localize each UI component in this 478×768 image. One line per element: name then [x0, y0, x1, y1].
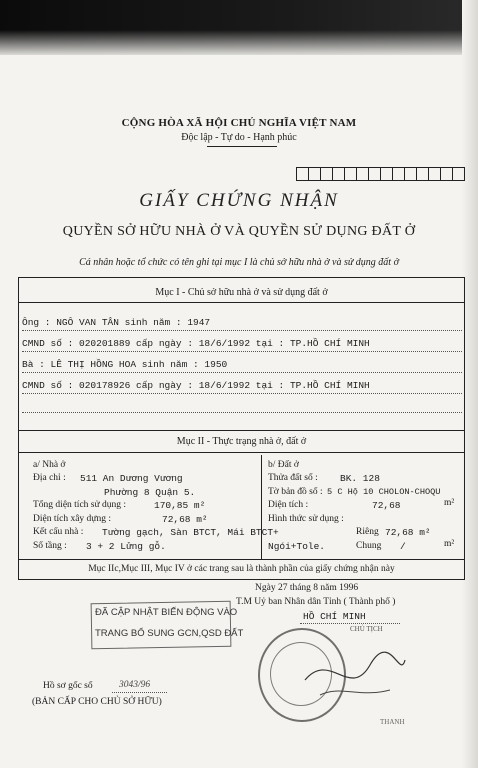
dotted-line: [22, 372, 462, 373]
stamp-line1: ĐÃ CẬP NHẬT BIẾN ĐỘNG VÀO: [95, 607, 238, 618]
file-number-value: 3043/96: [119, 680, 151, 690]
divider: [18, 452, 465, 453]
dotted-line: [22, 393, 462, 394]
divider: [18, 430, 465, 431]
authority-city: HỒ CHÍ MINH: [303, 611, 366, 622]
roof-continuation: Ngói+Tole.: [268, 541, 326, 552]
map-label: Tờ bản đồ số :: [268, 487, 323, 497]
signature-mark: [300, 640, 410, 710]
structure-label: Kết cấu nhà :: [33, 527, 84, 537]
file-number-label: Hồ sơ gốc số: [43, 681, 93, 691]
owner2-id-row: CMND số : 020178926 cấp ngày : 18/6/1992 tại : TP.HỒ CHÍ MINH: [22, 380, 370, 391]
owner2-row: Bà : LÊ THỊ HỒNG HOA sinh năm : 1950: [22, 359, 228, 370]
address-line2: Phường 8 Quận 5.: [104, 487, 196, 498]
issue-date: Ngày 27 tháng 8 năm 1996: [255, 583, 359, 593]
land-label: b/ Đất ở: [268, 460, 299, 470]
section1-heading: Mục I - Chủ sở hữu nhà ở và sử dụng đất ở: [155, 287, 328, 298]
use-form-label: Hình thức sử dụng :: [268, 514, 344, 524]
dotted-line: [300, 623, 400, 624]
country-header: CỘNG HÒA XÃ HỘI CHỦ NGHĨA VIỆT NAM: [121, 117, 357, 129]
footer-note: Mục IIc,Mục III, Mục IV ở các trang sau là thành phần của giấy chứng nhận này: [88, 564, 395, 574]
floors-label: Số tầng :: [33, 541, 67, 551]
document-subtitle: QUYỀN SỞ HỮU NHÀ Ở VÀ QUYỀN SỬ DỤNG ĐẤT Ở: [62, 224, 416, 239]
owner1-id-row: CMND số : 020201889 cấp ngày : 18/6/1992 tại : TP.HỒ CHÍ MINH: [22, 338, 370, 349]
document-title: GIẤY CHỨNG NHẬN: [139, 190, 339, 211]
land-area-unit: m²: [444, 498, 455, 508]
dotted-line: [22, 412, 462, 413]
owner1-row: Ông : NGÔ VAN TÂN sinh năm : 1947: [22, 317, 211, 328]
build-area-value: 72,68 m²: [162, 514, 208, 525]
build-area-label: Diện tích xây dựng :: [33, 514, 111, 524]
authority-line: T.M Uỷ ban Nhân dân Tỉnh ( Thành phố ): [236, 597, 396, 607]
private-label: Riêng: [356, 527, 379, 537]
dotted-line: [22, 330, 462, 331]
copy-note: (BẢN CẤP CHO CHỦ SỞ HỮU): [32, 697, 162, 707]
map-value: 5 C Hộ 10 CHOLON-CHOQU: [327, 487, 441, 497]
intro-text: Cá nhân hoặc tổ chức có tên ghi tại mục I là chủ sở hữu nhà ở và sử dụng đất ở: [79, 257, 399, 268]
divider: [18, 302, 465, 303]
serial-boxes: [296, 167, 464, 181]
motto: Độc lập - Tự do - Hạnh phúc: [181, 132, 297, 143]
land-area-label: Diện tích :: [268, 500, 309, 510]
scan-dark-edge: [0, 0, 478, 55]
shared-label: Chung: [356, 541, 382, 551]
divider: [18, 559, 465, 560]
address-label: Địa chỉ :: [33, 473, 66, 483]
total-area-value: 170,85 m²: [154, 500, 206, 511]
dotted-line: [112, 692, 167, 693]
house-label: a/ Nhà ở: [33, 460, 66, 470]
signer-title: CHỦ TỊCH: [350, 625, 383, 633]
private-value: 72,68 m²: [385, 527, 431, 538]
parcel-label: Thửa đất số :: [268, 473, 318, 483]
floors-value: 3 + 2 Lửng gỗ.: [86, 541, 166, 552]
structure-value: Tường gạch, Sàn BTCT, Mái BTCT+: [102, 527, 279, 538]
dotted-line: [22, 351, 462, 352]
parcel-value: BK. 128: [340, 473, 380, 484]
motto-underline: [207, 146, 277, 147]
shared-unit: m²: [444, 539, 455, 549]
land-area-value: 72,68: [372, 500, 401, 511]
column-divider: [261, 455, 262, 559]
shared-value: /: [400, 541, 406, 552]
address-line1: 511 An Dương Vương: [80, 473, 183, 484]
section2-heading: Mục II - Thực trạng nhà ở, đất ở: [176, 436, 307, 447]
stamp-line2: TRANG BỔ SUNG GCN,QSD ĐẤT: [95, 628, 244, 639]
signer-name-fragment: THANH: [380, 718, 405, 726]
total-area-label: Tổng diện tích sử dụng :: [33, 500, 127, 510]
